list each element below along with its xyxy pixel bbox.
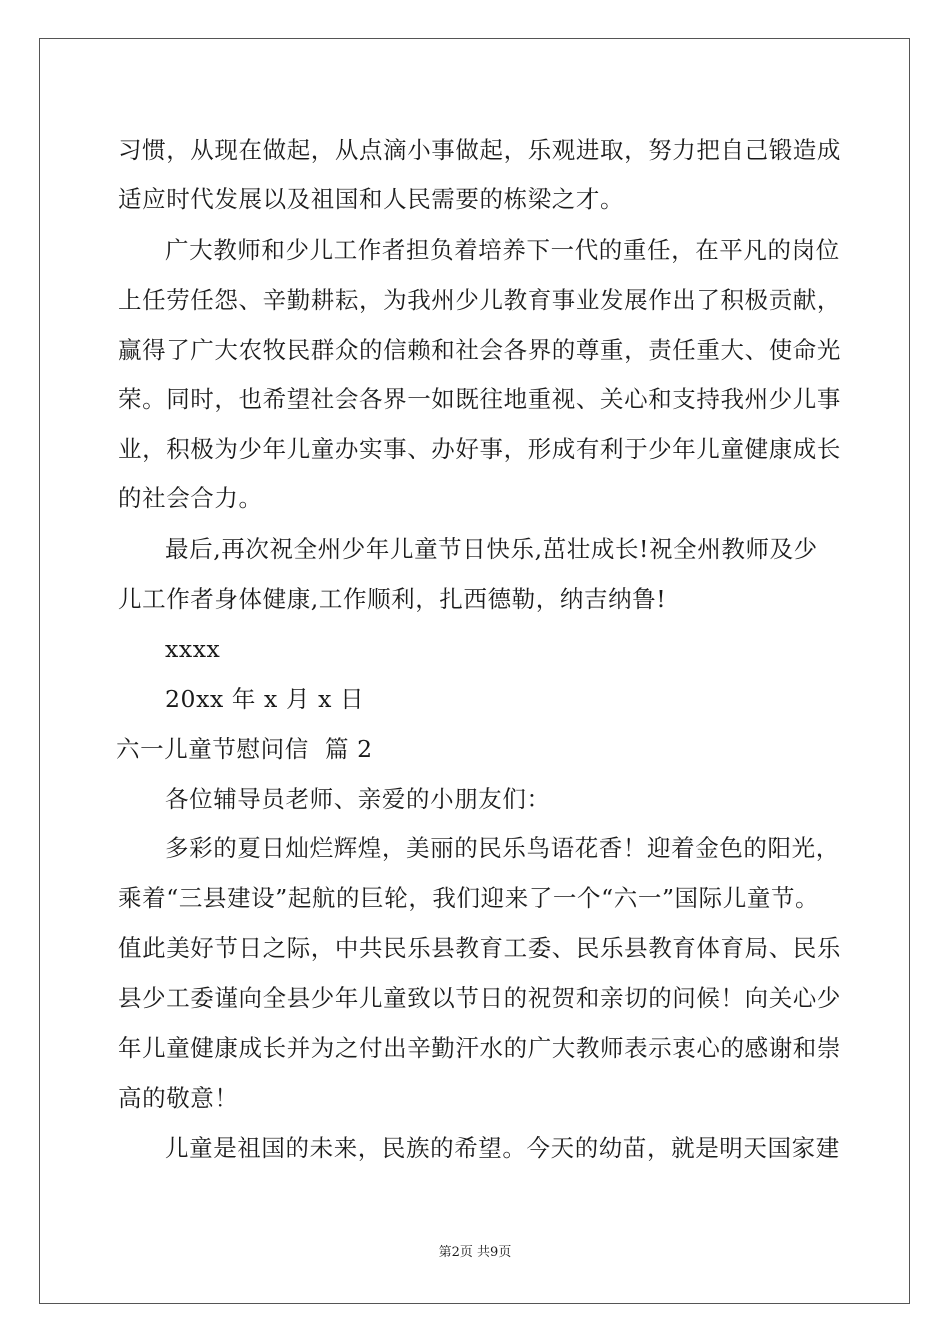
text-line: 业，积极为少年儿童办实事、办好事，形成有利于少年儿童健康成长 [118,435,841,463]
text-line: 适应时代发展以及祖国和人民需要的栋梁之才。 [118,185,625,213]
text-line: 县少工委谨向全县少年儿童致以节日的祝贺和亲切的问候！向关心少 [118,984,841,1012]
text-line: 值此美好节日之际，中共民乐县教育工委、民乐县教育体育局、民乐 [118,934,841,962]
text-line: 乘着“三县建设”起航的巨轮，我们迎来了一个“六一”国际儿童节。 [118,884,820,912]
signature-date: 20xx 年 x 月 x 日 [165,685,365,713]
text-line: 的社会合力。 [118,484,263,512]
section-title: 六一儿童节慰问信 篇 2 [116,735,373,763]
signature-name: xxxx [165,635,221,663]
text-line: 儿童是祖国的未来，民族的希望。今天的幼苗，就是明天国家建 [165,1134,840,1162]
text-line: 年儿童健康成长并为之付出辛勤汗水的广大教师表示衷心的感谢和崇 [118,1034,841,1062]
text-line: 高的敬意！ [118,1084,239,1112]
salutation: 各位辅导员老师、亲爱的小朋友们： [165,785,551,813]
text-line: 习惯，从现在做起，从点滴小事做起，乐观进取，努力把自己锻造成 [118,136,841,164]
page-number-footer: 第2页 共9页 [438,1245,512,1260]
text-line: 多彩的夏日灿烂辉煌，美丽的民乐鸟语花香！迎着金色的阳光， [165,834,840,862]
text-line: 上任劳任怨、辛勤耕耘，为我州少儿教育事业发展作出了积极贡献， [118,286,841,314]
page-border [39,38,910,1304]
text-line: 赢得了广大农牧民群众的信赖和社会各界的尊重，责任重大、使命光 [118,336,841,364]
text-line: 荣。同时，也希望社会各界一如既往地重视、关心和支持我州少儿事 [118,385,841,413]
text-line: 广大教师和少儿工作者担负着培养下一代的重任，在平凡的岗位 [165,236,840,264]
text-line: 儿工作者身体健康,工作顺利，扎西德勒，纳吉纳鲁! [118,585,667,613]
text-line: 最后,再次祝全州少年儿童节日快乐,茁壮成长!祝全州教师及少 [165,535,818,563]
